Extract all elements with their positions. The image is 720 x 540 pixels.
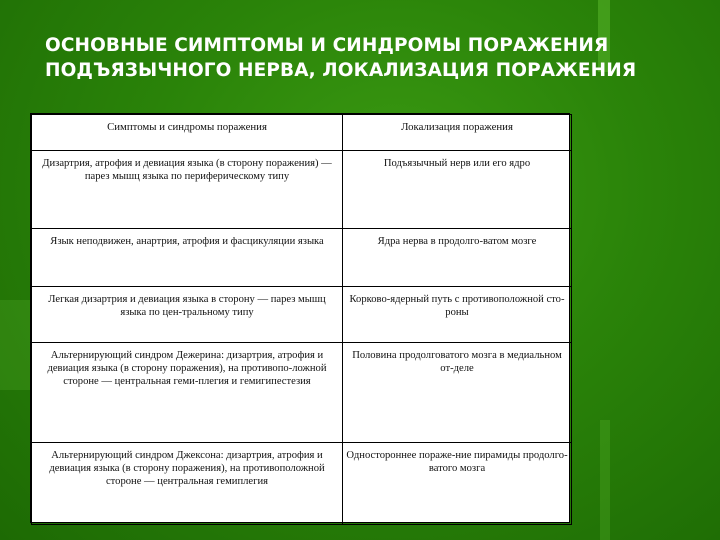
row-1-symptoms: Дизартрия, атрофия и девиация языка (в сторону поражения) — парез мышц языка по периферическому типу [32, 151, 343, 229]
row-1-localization: Подъязычный нерв или его ядро [343, 151, 572, 229]
table-row [32, 229, 572, 287]
slide-title-line-2: ПОДЪЯЗЫЧНОГО НЕРВА, ЛОКАЛИЗАЦИЯ ПОРАЖЕНИЯ [45, 60, 637, 81]
row-5-symptoms: Альтернирующий синдром Джексона: дизартрия, атрофия и девиация языка (в сторону поражения), на противоположной стороне — центральная гемиплегия [32, 443, 343, 525]
slide-title [45, 33, 705, 83]
header-localization: Локализация поражения [343, 115, 572, 151]
header-symptoms: Симптомы и синдромы поражения [32, 115, 343, 151]
decor-bar-bottom [600, 420, 610, 540]
table-row [32, 443, 572, 525]
row-4-localization: Половина продолговатого мозга в медиальном от-деле [343, 343, 572, 443]
symptoms-table [30, 113, 570, 523]
table-row [32, 151, 572, 229]
table-row [32, 343, 572, 443]
table-header-row [32, 115, 572, 151]
row-2-localization: Ядра нерва в продолго-ватом мозге [343, 229, 572, 287]
row-4-symptoms: Альтернирующий синдром Дежерина: дизартрия, атрофия и девиация языка (в сторону поражения), на противопо-ложной стороне — центральная геми-плегия и гемигипестезия [32, 343, 343, 443]
slide-title-line-1: ОСНОВНЫЕ СИМПТОМЫ И СИНДРОМЫ ПОРАЖЕНИЯ [45, 35, 609, 56]
row-2-symptoms: Язык неподвижен, анартрия, атрофия и фасцикуляции языка [32, 229, 343, 287]
row-3-symptoms: Легкая дизартрия и девиация языка в сторону — парез мышц языка по цен-тральному типу [32, 287, 343, 343]
row-5-localization: Одностороннее пораже-ние пирамиды продолго-ватого мозга [343, 443, 572, 525]
table-row [32, 287, 572, 343]
row-3-localization: Корково-ядерный путь с противоположной сто-роны [343, 287, 572, 343]
